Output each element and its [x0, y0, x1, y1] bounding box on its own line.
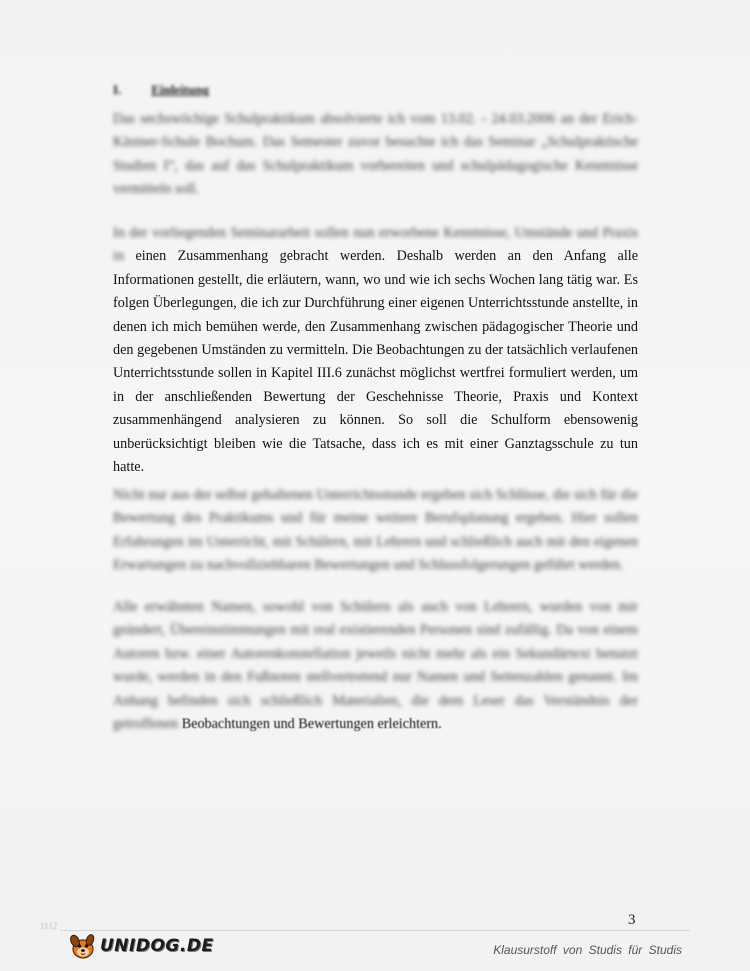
- footer-divider: [60, 930, 690, 931]
- section-number: I.: [113, 82, 122, 97]
- section-heading: [113, 82, 209, 98]
- dog-mascot-icon: [68, 932, 98, 960]
- paragraph-structure-blurred: In der vorliegenden Seminararbeit sollen nun erworbene Kenntnisse, Umstände und Praxis in: [113, 225, 638, 265]
- page-number: 3: [628, 912, 636, 928]
- logo-wordmark: UNIDOG.DE: [100, 936, 214, 956]
- unidog-logo[interactable]: [68, 932, 214, 960]
- paragraph-names-note-blurred: Alle erwähnten Namen, sowohl von Schülern als auch von Lehrern, wurden von mir geändert, Übereinstimmungen mit real existierenden Personen sind zufällig. Da von einem Autoren bzw. einer Autorenkonstellation jeweils nicht mehr als ein Sekundärtext benutzt wurde, werden in den Fußnoten stellvertretend nur Namen und Seitenzahlen genannt. Im Anhang befinden sich schließlich Materialien, die dem Leser das Verständnis der getroffenen: [113, 599, 638, 733]
- paragraph-intro: Das sechswöchige Schulpraktikum absolvierte ich vom 13.02. - 24.03.2006 an der Erich-Kästner-Schule Bochum. Das Semester zuvor besuchte ich das Seminar „Schulpraktische Studien I“, das auf das Schulpraktikum vorbereiten und schulpädagogische Kenntnisse vermitteln soll.: [113, 111, 638, 198]
- paragraph-conclusions: Nicht nur aus der selbst gehaltenen Unterrichtsstunde ergeben sich Schlüsse, die sich für die Bewertung des Praktikums und für meine weitere Berufsplanung ergeben. Hier sollen Erfahrungen im Unterricht, mit Schülern, mit Lehrern und schließlich auch mit den eigenen Erwartungen zu nachvollziehbaren Bewertungen und Schlussfolgerungen geführt werden.: [113, 487, 638, 574]
- footer-tagline: Klausurstoff von Studis für Studis: [493, 943, 682, 957]
- paragraph-names-note: [113, 596, 638, 736]
- paragraph-names-note-visible: Beobachtungen und Bewertungen erleichtern.: [181, 716, 442, 733]
- section-title: Einleitung: [151, 82, 210, 97]
- faint-footer-number: 1112: [40, 921, 58, 931]
- paragraph-structure-visible: einen Zusammenhang gebracht werden. Deshalb werden an den Anfang alle Informationen gestellt, die erläutern, wann, wo und wie ich sechs Wochen lang tätig war. Es folgen Überlegungen, die ich zur Durchführung einer eigenen Unterrichtsstunde anstellte, in denen ich mich bemühen werde, den Zusammenhang zwischen pädagogischer Theorie und den gegebenen Umständen zu vermitteln. Die Beobachtungen zu der tatsächlich verlaufenen Unterrichtsstunde sollen in Kapitel III.6 zunächst möglichst wertfrei formuliert werden, um in der anschließenden Bewertung der Geschehnisse Theorie, Praxis und Kontext zusammenhängend analysieren zu können. So soll die Schulform ebensowenig unberücksichtigt bleiben wie die Tatsache, dass ich es mit einer Ganztagsschule zu tun hatte.: [113, 248, 639, 476]
- paragraph-structure: [113, 222, 638, 479]
